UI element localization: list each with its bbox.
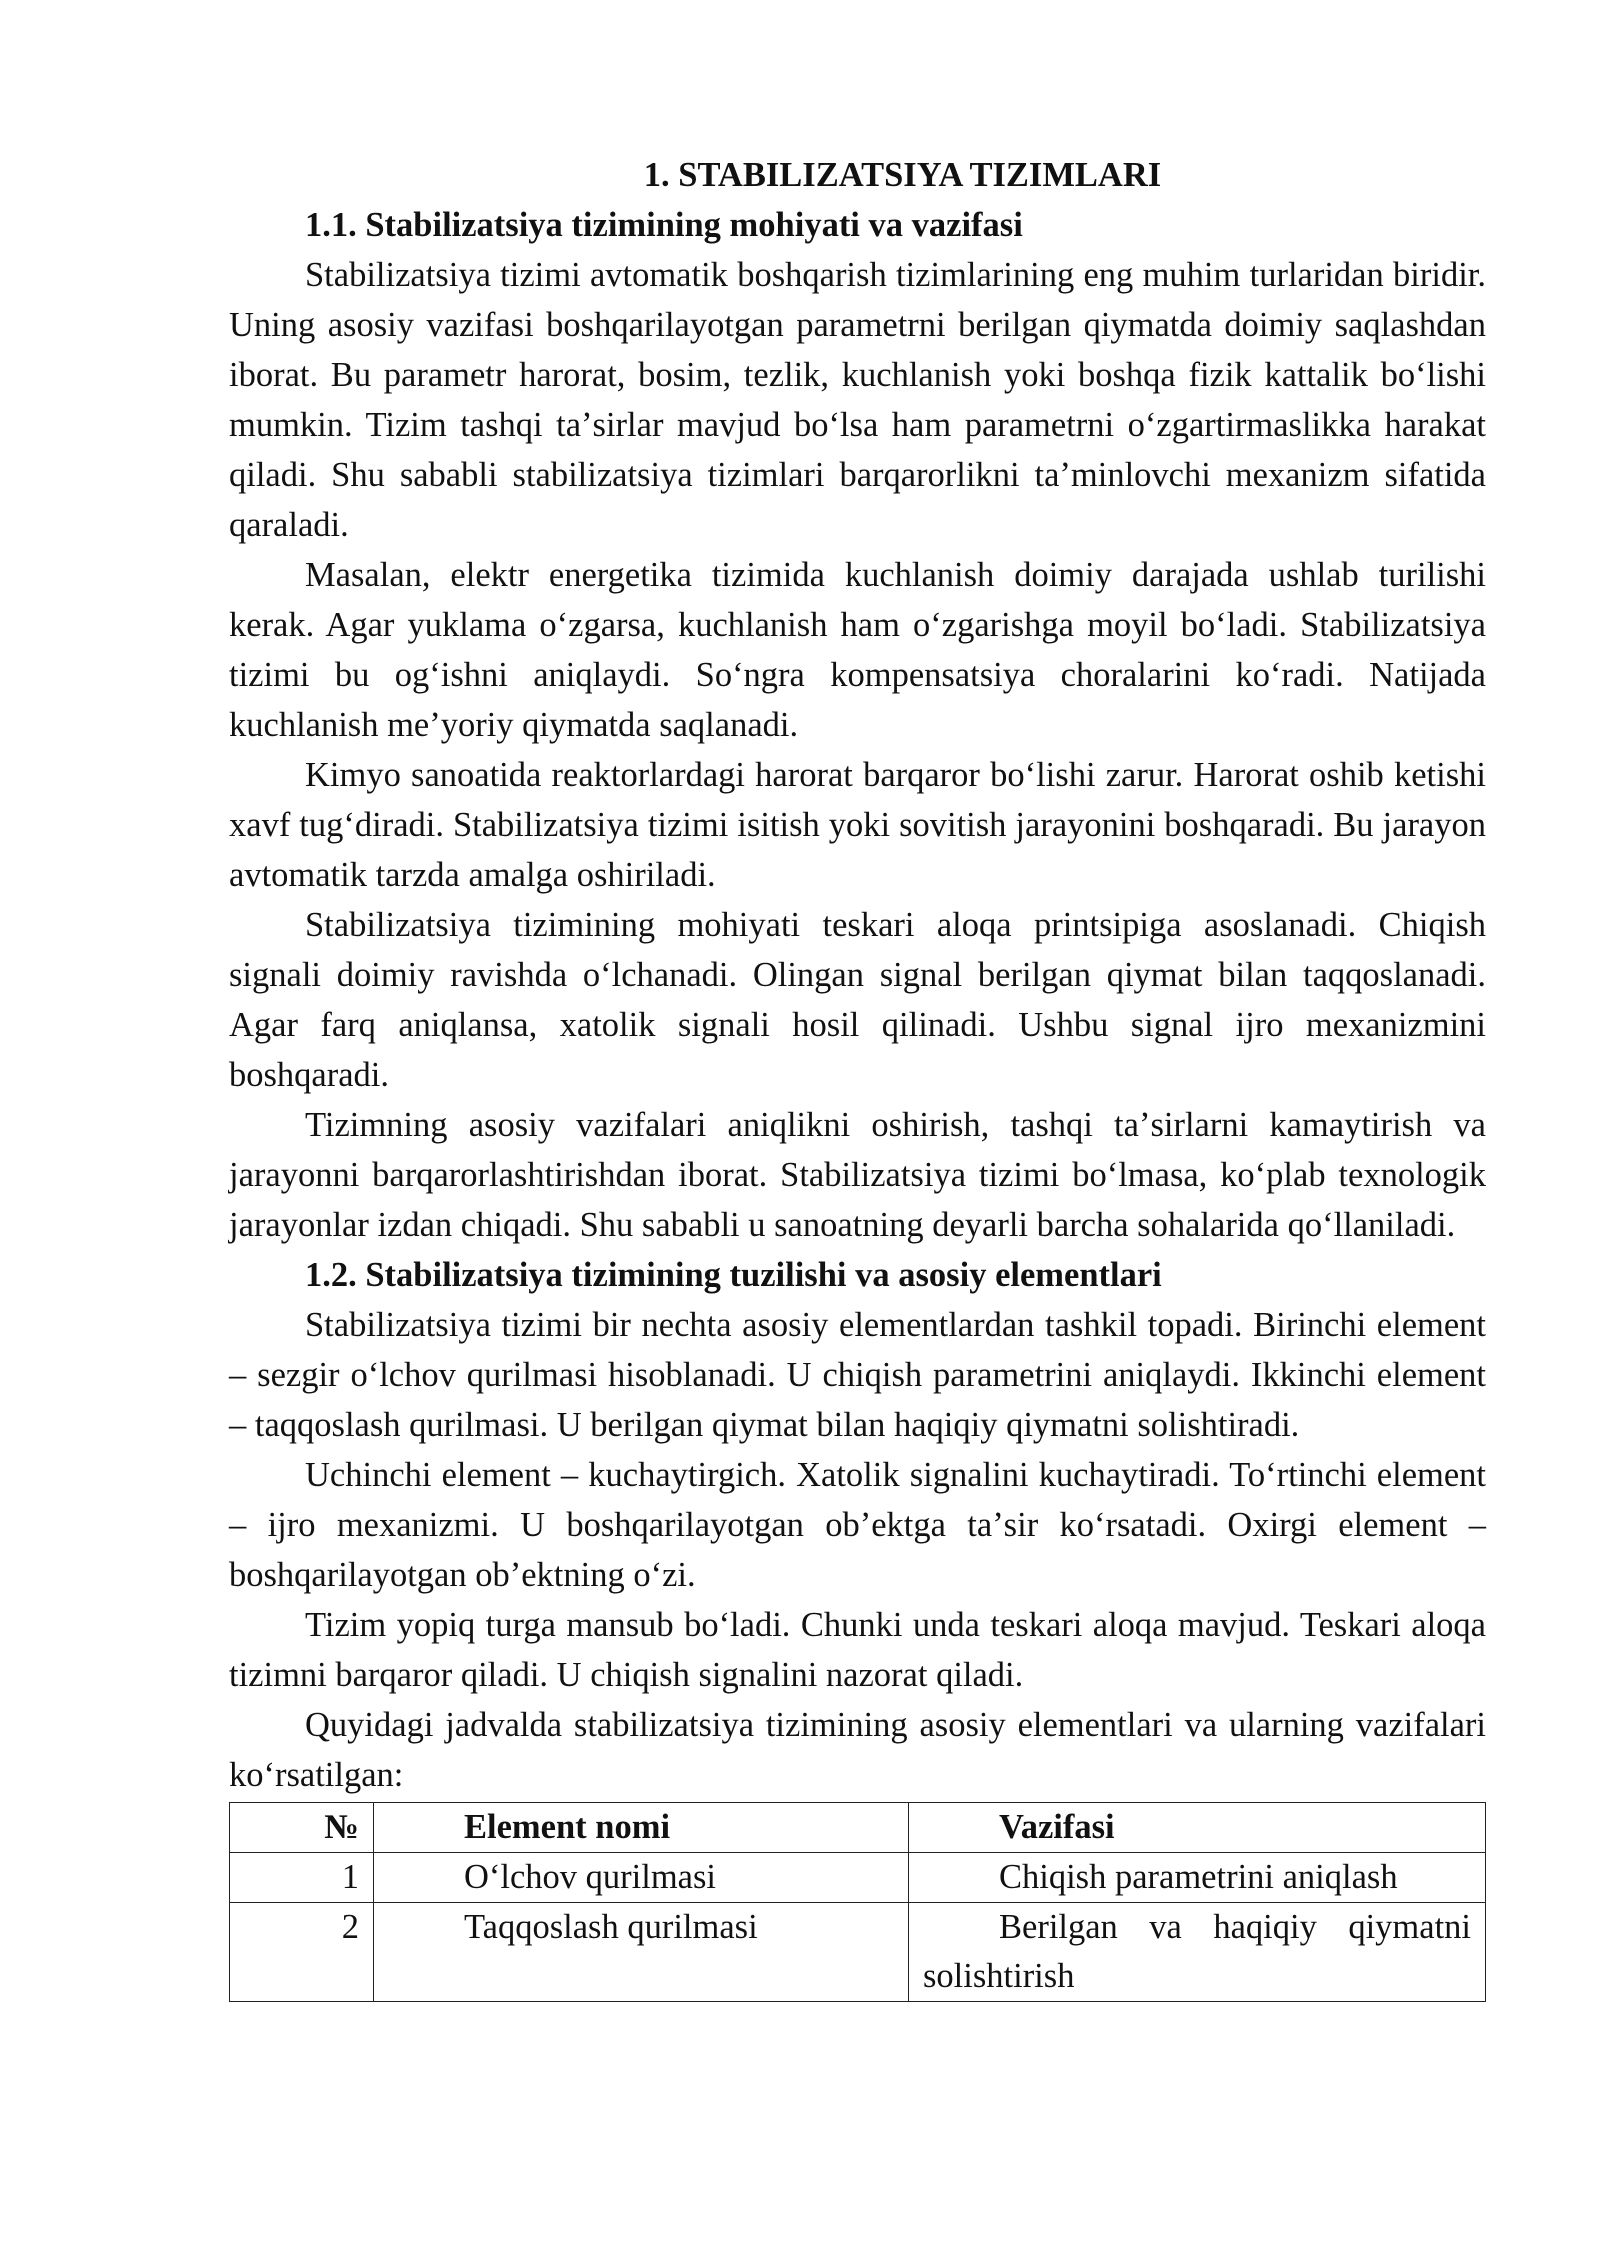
table-header-row <box>230 1803 1486 1853</box>
paragraph: Quyidagi jadvalda stabilizatsiya tizimining asosiy elementlari va ularning vazifalari koʻrsatilgan: <box>229 1706 1486 1794</box>
document-page <box>229 150 1486 2002</box>
table-header-cell: № <box>230 1803 374 1853</box>
table-row <box>230 1853 1486 1903</box>
table-cell: 2 <box>230 1903 374 2002</box>
paragraph: Tizim yopiq turga mansub boʻladi. Chunki unda teskari aloqa mavjud. Teskari aloqa tizimni barqaror qiladi. U chiqish signalini nazorat qiladi. <box>229 1606 1486 1694</box>
paragraph: Stabilizatsiya tizimi bir nechta asosiy elementlardan tashkil topadi. Birinchi element – sezgir oʻlchov qurilmasi hisoblanadi. U chiqish parametrini aniqlaydi. Ikkinchi element – taqqoslash qurilmasi. U berilgan qiymat bilan haqiqiy qiymatni solishtiradi. <box>229 1306 1486 1444</box>
section-title-1-2: 1.2. Stabilizatsiya tizimining tuzilishi va asosiy elementlari <box>305 1256 1162 1294</box>
elements-table <box>229 1802 1486 2002</box>
paragraph: Tizimning asosiy vazifalari aniqlikni oshirish, tashqi taʼsirlarni kamaytirish va jarayonni barqarorlashtirishdan iborat. Stabilizatsiya tizimi boʻlmasa, koʻplab texnologik jarayonlar izdan chiqadi. Shu sababli u sanoatning deyarli barcha sohalarida qoʻllaniladi. <box>229 1106 1486 1244</box>
table-header-cell: Element nomi <box>374 1803 909 1853</box>
table-header-cell: Vazifasi <box>909 1803 1486 1853</box>
paragraph: Stabilizatsiya tizimi avtomatik boshqarish tizimlarining eng muhim turlaridan biridir. Uning asosiy vazifasi boshqarilayotgan parametrni berilgan qiymatda doimiy saqlashdan iborat. Bu parametr harorat, bosim, tezlik, kuchlanish yoki boshqa fizik kattalik boʻlishi mumkin. Tizim tashqi taʼsirlar mavjud boʻlsa ham parametrni oʻzgartirmaslikka harakat qiladi. Shu sababli stabilizatsiya tizimlari barqarorlikni taʼminlovchi mexanizm sifatida qaraladi. <box>229 256 1486 544</box>
paragraph: Stabilizatsiya tizimining mohiyati teskari aloqa printsipiga asoslanadi. Chiqish signali doimiy ravishda oʻlchanadi. Olingan signal berilgan qiymat bilan taqqoslanadi. Agar farq aniqlansa, xatolik signali hosil qilinadi. Ushbu signal ijro mexanizmini boshqaradi. <box>229 906 1486 1094</box>
table-cell: Berilgan va haqiqiy qiymatni solishtirish <box>909 1903 1486 2002</box>
chapter-title: 1. STABILIZATSIYA TIZIMLARI <box>643 156 1162 194</box>
paragraph: Masalan, elektr energetika tizimida kuchlanish doimiy darajada ushlab turilishi kerak. Agar yuklama oʻzgarsa, kuchlanish ham oʻzgarishga moyil boʻladi. Stabilizatsiya tizimi bu ogʻishni aniqlaydi. Soʻngra kompensatsiya choralarini koʻradi. Natijada kuchlanish meʼyoriy qiymatda saqlanadi. <box>229 556 1486 744</box>
paragraph: Uchinchi element – kuchaytirgich. Xatolik signalini kuchaytiradi. Toʻrtinchi element – ijro mexanizmi. U boshqarilayotgan obʼektga taʼsir koʻrsatadi. Oxirgi element – boshqarilayotgan obʼektning oʻzi. <box>229 1456 1486 1594</box>
table-row <box>230 1903 1486 2002</box>
table-cell: 1 <box>230 1853 374 1903</box>
paragraph: Kimyo sanoatida reaktorlardagi harorat barqaror boʻlishi zarur. Harorat oshib ketishi xavf tugʻdiradi. Stabilizatsiya tizimi isitish yoki sovitish jarayonini boshqaradi. Bu jarayon avtomatik tarzda amalga oshiriladi. <box>229 756 1486 894</box>
section-title-1-1: 1.1. Stabilizatsiya tizimining mohiyati va vazifasi <box>305 206 1023 244</box>
table-cell: Chiqish parametrini aniqlash <box>909 1853 1486 1903</box>
table-cell: Taqqoslash qurilmasi <box>374 1903 909 2002</box>
table-cell: Oʻlchov qurilmasi <box>374 1853 909 1903</box>
